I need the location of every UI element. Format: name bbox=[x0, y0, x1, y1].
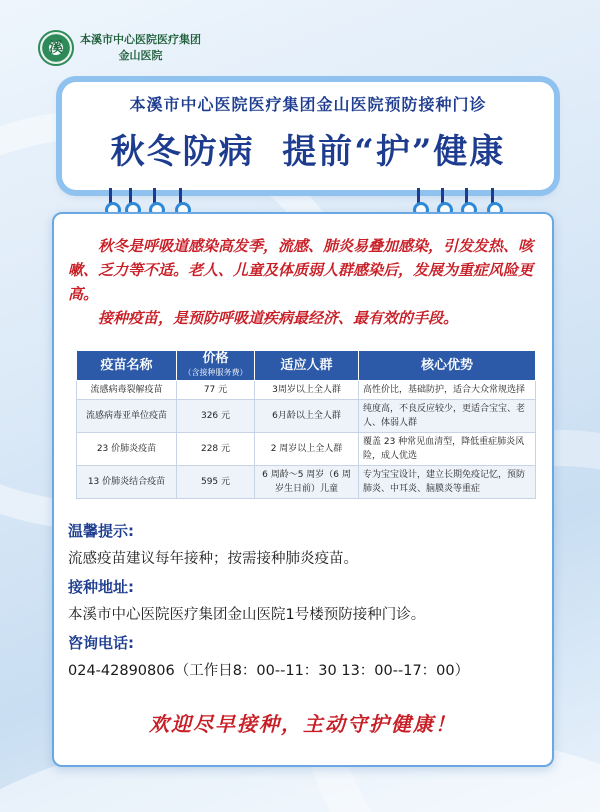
column-header-price-note: （含接种服务费） bbox=[183, 367, 248, 377]
binder-ring-icon bbox=[124, 188, 138, 214]
vaccine-group-cell: 6 周龄～5 周岁（6 周岁生日前）儿童 bbox=[255, 466, 359, 499]
title-banner bbox=[62, 82, 554, 190]
column-header-group: 适应人群 bbox=[255, 351, 359, 381]
hospital-name-line1: 本溪市中心医院医疗集团 bbox=[80, 33, 201, 46]
binder-ring-icon bbox=[412, 188, 426, 214]
vaccine-price-cell: 77 元 bbox=[177, 381, 255, 400]
phone-section bbox=[68, 632, 544, 680]
address-text: 本溪市中心医院医疗集团金山医院1号楼预防接种门诊。 bbox=[68, 607, 426, 623]
phone-text: 024-42890806（工作日8：00--11：30 13：00--17：00） bbox=[68, 663, 470, 679]
vaccine-group-cell: 6月龄以上全人群 bbox=[255, 400, 359, 433]
vaccine-group-cell: 3周岁以上全人群 bbox=[255, 381, 359, 400]
vaccine-group-cell: 2 周岁以上全人群 bbox=[255, 433, 359, 466]
vaccine-advantage-cell: 高性价比，基础防护，适合大众常规选择 bbox=[359, 381, 536, 400]
column-header-price bbox=[177, 351, 255, 381]
hospital-logo bbox=[38, 30, 201, 66]
vaccine-price-cell: 326 元 bbox=[177, 400, 255, 433]
vaccine-advantage-cell: 专为宝宝设计，建立长期免疫记忆，预防肺炎、中耳炎、脑膜炎等重症 bbox=[359, 466, 536, 499]
table-row bbox=[77, 400, 536, 433]
column-header-name: 疫苗名称 bbox=[77, 351, 177, 381]
table-header-row bbox=[77, 351, 536, 381]
phone-heading: 咨询电话: bbox=[68, 634, 134, 652]
binder-ring-icon bbox=[148, 188, 162, 214]
table-row bbox=[77, 466, 536, 499]
hospital-emblem-icon bbox=[38, 30, 74, 66]
slogan: 欢迎尽早接种，主动守护健康！ bbox=[149, 712, 457, 736]
vaccine-price-cell: 228 元 bbox=[177, 433, 255, 466]
vaccine-name-cell: 流感病毒裂解疫苗 bbox=[77, 381, 177, 400]
vaccine-advantage-cell: 覆盖 23 种常见血清型，降低重症肺炎风险，成人优选 bbox=[359, 433, 536, 466]
binder-ring-icon bbox=[174, 188, 188, 214]
intro-paragraph: 接种疫苗，是预防呼吸道疾病最经济、最有效的手段。 bbox=[98, 309, 459, 327]
column-header-advantage: 核心优势 bbox=[359, 351, 536, 381]
tips-section bbox=[68, 520, 544, 568]
binder-ring-icon bbox=[104, 188, 118, 214]
binder-ring-icon bbox=[436, 188, 450, 214]
binder-ring-icon bbox=[486, 188, 500, 214]
table-row bbox=[77, 381, 536, 400]
address-section bbox=[68, 576, 544, 624]
vaccine-advantage-cell: 纯度高，不良反应较少，更适合宝宝、老人、体弱人群 bbox=[359, 400, 536, 433]
page-title: 秋冬防病 提前“护”健康 bbox=[110, 132, 506, 172]
tips-text: 流感疫苗建议每年接种；按需接种肺炎疫苗。 bbox=[68, 551, 358, 567]
intro-text bbox=[68, 234, 544, 330]
address-heading: 接种地址: bbox=[68, 578, 134, 596]
vaccine-name-cell: 23 价肺炎疫苗 bbox=[77, 433, 177, 466]
column-header-price-label: 价格 bbox=[202, 350, 229, 366]
vaccine-table bbox=[76, 350, 536, 499]
vaccine-name-cell: 流感病毒亚单位疫苗 bbox=[77, 400, 177, 433]
hospital-name bbox=[80, 32, 201, 64]
vaccine-price-cell: 595 元 bbox=[177, 466, 255, 499]
binder-ring-icon bbox=[460, 188, 474, 214]
emblem-character: 溪 bbox=[49, 40, 63, 56]
tips-heading: 温馨提示: bbox=[68, 522, 134, 540]
intro-paragraph: 秋冬是呼吸道感染高发季，流感、肺炎易叠加感染，引发发热、咳嗽、乏力等不适。老人、儿童及体质弱人群感染后，发展为重症风险更高。 bbox=[68, 237, 534, 303]
table-row bbox=[77, 433, 536, 466]
vaccine-name-cell: 13 价肺炎结合疫苗 bbox=[77, 466, 177, 499]
notice-paper bbox=[52, 212, 554, 767]
clinic-name: 本溪市中心医院医疗集团金山医院预防接种门诊 bbox=[129, 95, 487, 114]
hospital-name-line2: 金山医院 bbox=[118, 49, 163, 62]
